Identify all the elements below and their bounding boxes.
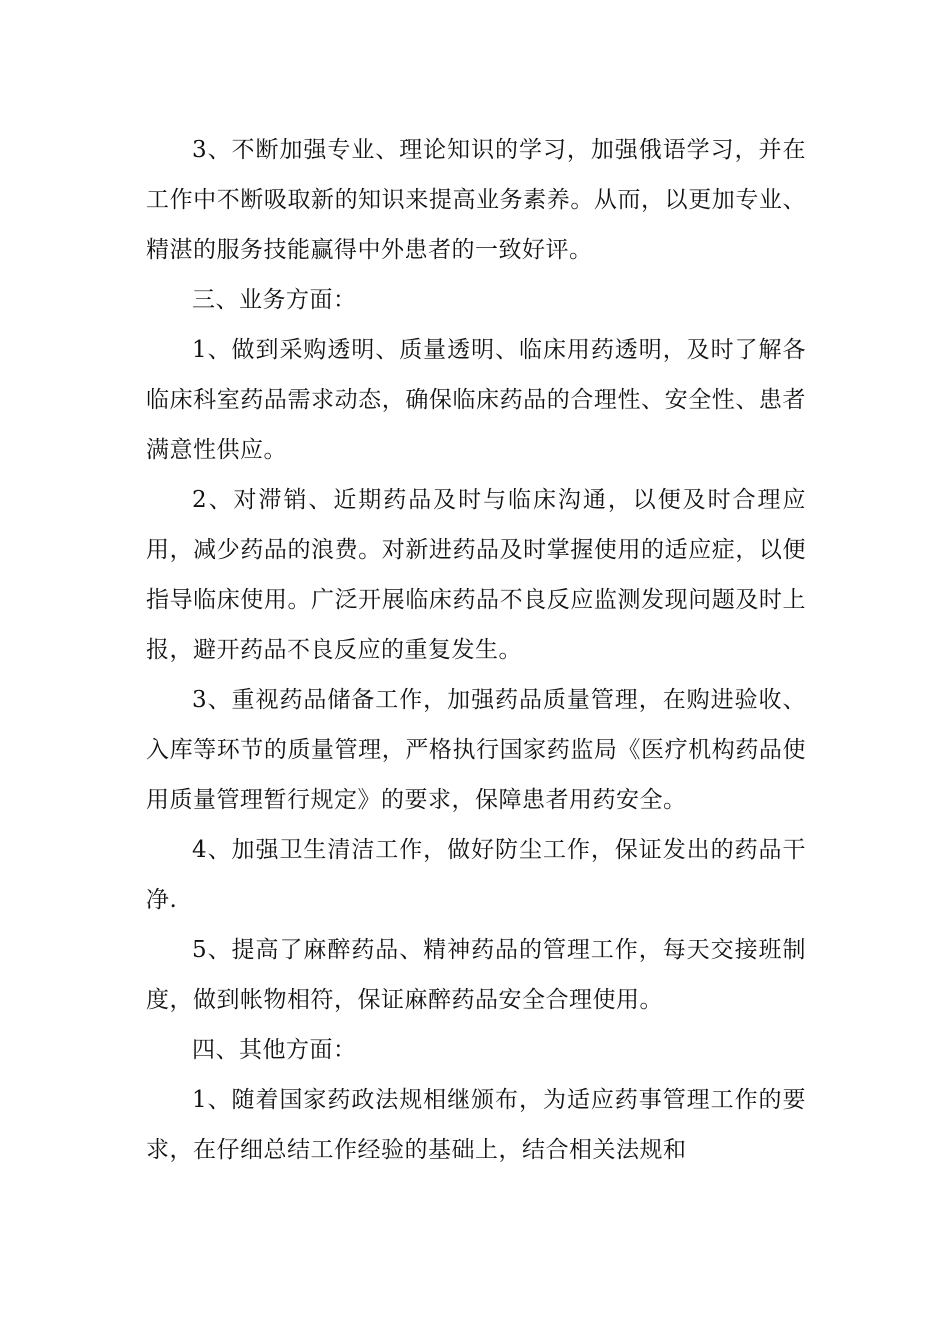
paragraph-slow-moving-drugs: 2、对滞销、近期药品及时与临床沟通，以便及时合理应用，减少药品的浪费。对新进药品及时掌握使用的适应症，以便指导临床使用。广泛开展临床药品不良反应监测发现问题及时上报，避开药品不良反应的重复发生。 [146, 487, 806, 663]
paragraph-training: 3、不断加强专业、理论知识的学习，加强俄语学习，并在工作中不断吸取新的知识来提高业务素养。从而，以更加专业、精湛的服务技能赢得中外患者的一致好评。 [146, 137, 806, 263]
document-body [146, 125, 806, 1175]
paragraph-drug-storage: 3、重视药品储备工作，加强药品质量管理，在购进验收、入库等环节的质量管理，严格执行国家药监局《医疗机构药品使用质量管理暂行规定》的要求，保障患者用药安全。 [146, 687, 806, 813]
section-heading-business: 三、业务方面： [192, 287, 357, 313]
paragraph-hygiene: 4、加强卫生清洁工作，做好防尘工作，保证发出的药品干净. [146, 837, 806, 913]
paragraph-narcotics-management: 5、提高了麻醉药品、精神药品的管理工作，每天交接班制度，做到帐物相符，保证麻醉药品安全合理使用。 [146, 937, 806, 1013]
paragraph-regulations: 1、随着国家药政法规相继颁布，为适应药事管理工作的要求，在仔细总结工作经验的基础上，结合相关法规和 [146, 1087, 806, 1163]
section-heading-other: 四、其他方面： [192, 1037, 357, 1063]
paragraph-procurement: 1、做到采购透明、质量透明、临床用药透明，及时了解各临床科室药品需求动态，确保临床药品的合理性、安全性、患者满意性供应。 [146, 337, 806, 463]
